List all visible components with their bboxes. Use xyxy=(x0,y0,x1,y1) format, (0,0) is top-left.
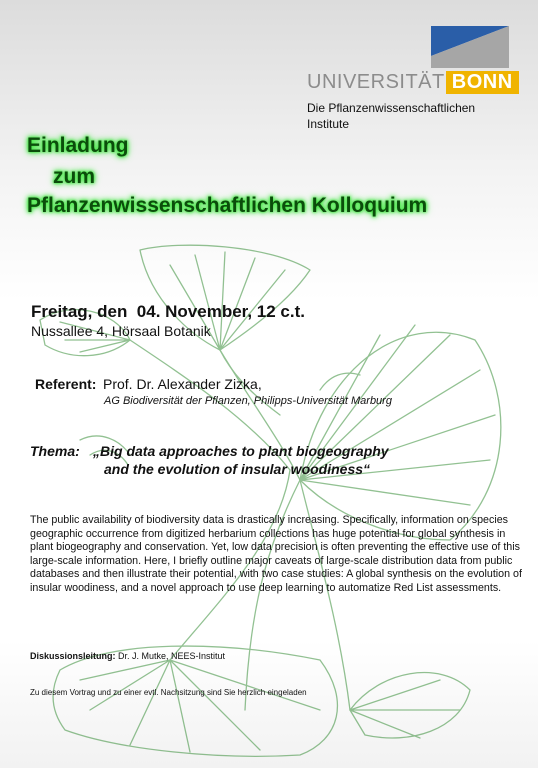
institute-name-line2: Institute xyxy=(307,117,350,131)
event-venue: Nussallee 4, Hörsaal Botanik xyxy=(31,323,211,339)
topic-label: Thema: xyxy=(30,443,80,459)
topic-title-line2: and the evolution of insular woodiness“ xyxy=(104,461,371,477)
discussion-lead xyxy=(30,651,225,661)
university-wordmark xyxy=(307,71,519,93)
invitation-note: Zu diesem Vortrag und zu einer evtl. Nachsitzung sind Sie herzlich eingeladen xyxy=(30,688,307,697)
topic-title-line1: „Big data approaches to plant biogeography xyxy=(93,443,389,459)
university-logo-blocks xyxy=(431,26,509,68)
speaker-name: Prof. Dr. Alexander Zizka, xyxy=(103,376,262,392)
title-to: zum xyxy=(53,165,95,188)
speaker-label: Referent: xyxy=(35,376,97,392)
title-invitation: Einladung xyxy=(27,134,129,157)
event-date: Freitag, den 04. November, 12 c.t. xyxy=(31,302,305,321)
discussion-label: Diskussionsleitung: xyxy=(30,651,116,661)
university-name: UNIVERSITÄT xyxy=(307,71,445,93)
abstract-text: The public availability of biodiversity data is drastically increasing. Specifically, information on species geographic occurrence from digitized herbarium collections has huge potential for global synthesis in plant biogeography and conservation. Yet, low data precision is often preventing the effective use of this large-scale information. Here, I briefly outline major caveats of large-scale distribution data from public databases and then illustrate their potential, with two case studies: A global synthesis on the evolution of insular woodiness, and a novel approach to use deep learning to automatize Red List assessments. xyxy=(30,514,522,594)
speaker-affiliation: AG Biodiversität der Pflanzen, Philipps-Universität Marburg xyxy=(104,395,392,407)
discussion-value: Dr. J. Mutke, NEES-Institut xyxy=(115,651,226,661)
title-colloquium: Pflanzenwissenschaftlichen Kolloquium xyxy=(27,194,428,217)
institute-name-line1: Die Pflanzenwissenschaftlichen xyxy=(307,101,476,115)
university-city: BONN xyxy=(446,71,519,94)
